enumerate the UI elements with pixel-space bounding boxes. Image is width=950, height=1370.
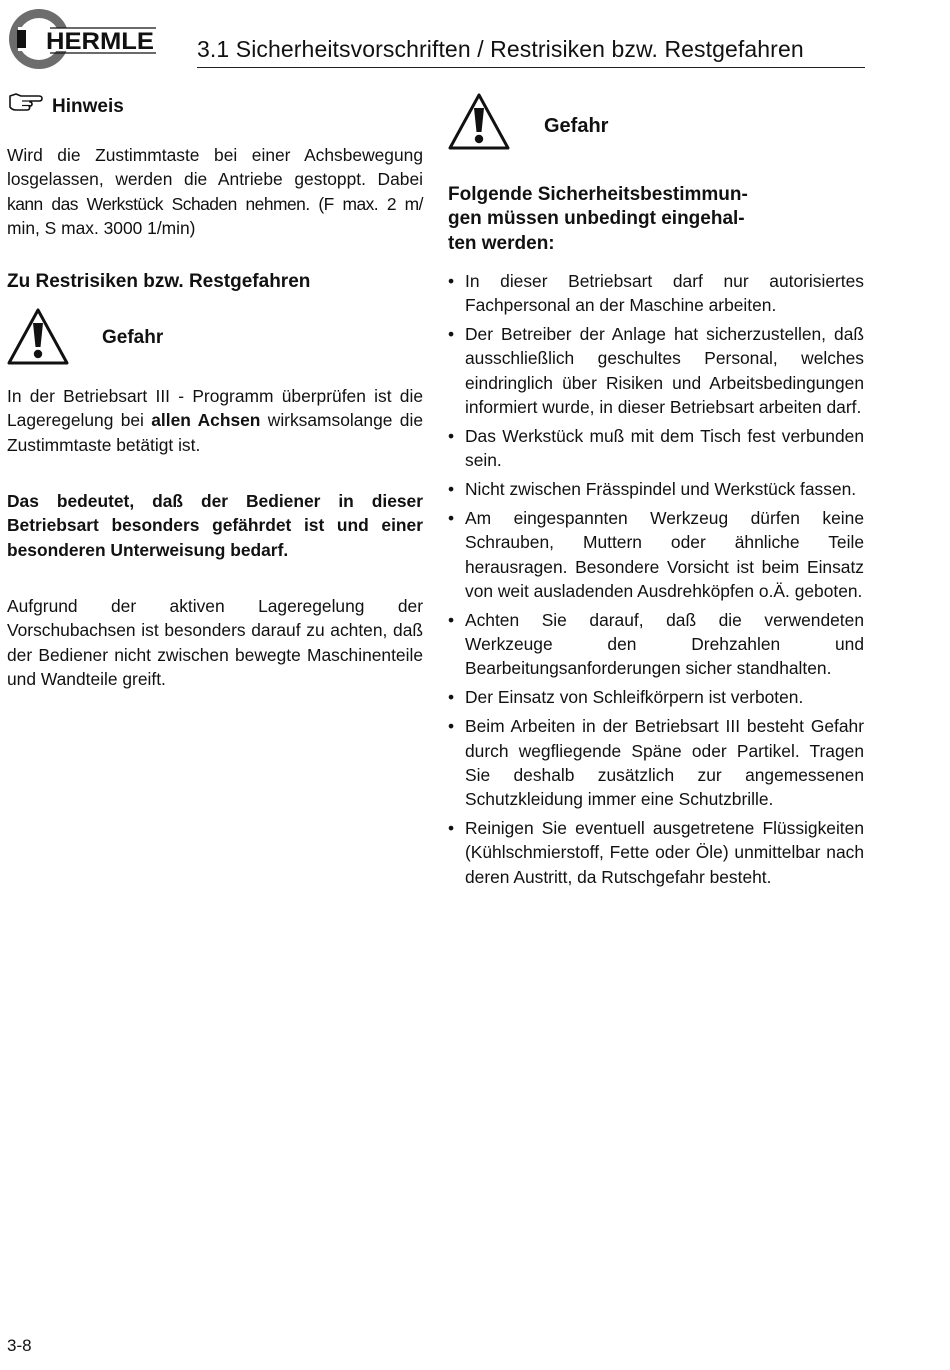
logo-text: HERMLE <box>46 28 154 55</box>
warning-triangle-icon <box>447 92 511 152</box>
list-item-text: Der Einsatz von Schleifkörpern ist verboten. <box>465 687 804 708</box>
list-item <box>448 477 864 501</box>
list-item-text: Das Werkstück muß mit dem Tisch fest verbunden sein. <box>465 425 864 471</box>
bullet: • <box>448 609 455 630</box>
restrisiken-heading: Zu Restrisiken bzw. Restgefahren <box>7 271 311 292</box>
hinweis-label: Hinweis <box>52 96 124 117</box>
list-item <box>448 685 864 709</box>
list-item <box>448 322 864 419</box>
safety-intro-line: gen müssen unbedingt eingehal- <box>448 208 745 230</box>
gefahr-label-left: Gefahr <box>102 327 164 348</box>
p1-text-end: wirksamsolange die Zustimmtaste betätigt ist. <box>7 410 423 455</box>
page-number: 3-8 <box>7 1336 32 1355</box>
safety-intro <box>448 183 748 256</box>
hinweis-text <box>7 143 423 240</box>
hinweis-line: losgelassen, werden die Antriebe gestoppt. Dabei <box>7 169 423 190</box>
list-item <box>448 269 864 318</box>
list-item-text: Beim Arbeiten in der Betriebsart III besteht Gefahr durch wegfliegende Späne oder Partikel. Tragen Sie deshalb zusätzlich zur angemessenen Schutzkleidung immer eine Schutzbrille. <box>465 716 864 810</box>
bullet: • <box>448 817 455 838</box>
section-title: 3.1 Sicherheitsvorschriften / Restrisiken bzw. Restgefahren <box>197 36 804 62</box>
list-item <box>448 816 864 889</box>
bullet: • <box>448 687 455 708</box>
paragraph-lageregelung: Aufgrund der aktiven Lageregelung der Vorschubachsen ist besonders darauf zu achten, daß der Bediener nicht zwischen bewegte Maschinenteile und Wandteile greift. <box>7 596 423 689</box>
bullet: • <box>448 271 455 291</box>
list-item-text: Am eingespannten Werkzeug dürfen keine Schrauben, Muttern oder ähnliche Teile herausragen. Besondere Vorsicht ist beim Einsatz von weit ausladenden Ausdrehköpfen o.Ä. geboten. <box>465 508 864 601</box>
list-item-text: Reinigen Sie eventuell ausgetretene Flüssigkeiten (Kühlschmierstoff, Fette oder Öle) unmittelbar nach deren Austritt, da Rutschgefahr besteht. <box>465 817 864 887</box>
list-item <box>448 506 864 603</box>
warning-triangle-icon <box>6 307 70 367</box>
safety-intro-line: Folgende Sicherheitsbestimmun- <box>448 184 748 205</box>
hinweis-line: Wird die Zustimmtaste bei einer Achsbewegung <box>7 145 423 165</box>
bullet: • <box>448 508 455 529</box>
hinweis-line: min, S max. 3000 1/min) <box>7 217 196 238</box>
list-item <box>448 608 864 681</box>
list-item-text: Achten Sie darauf, daß die verwendeten Werkzeuge den Drehzahlen und Bearbeitungsanforderungen sicher standhalten. <box>465 609 864 679</box>
paragraph-warning-bold: Das bedeutet, daß der Bediener in dieser Betriebsart besonders gefährdet ist und einer besonderen Unterweisung bedarf. <box>7 491 423 560</box>
list-item-text: In dieser Betriebsart darf nur autorisiertes Fachpersonal an der Maschine arbeiten. <box>465 271 864 316</box>
bullet: • <box>448 425 455 446</box>
list-item <box>448 424 864 473</box>
p1-bold: allen Achsen <box>151 410 261 431</box>
list-item-text: Nicht zwischen Frässpindel und Werkstück fassen. <box>465 479 857 500</box>
hinweis-line: kann das Werkstück Schaden nehmen. (F max. 2 m/ <box>7 193 423 214</box>
paragraph-betriebsart <box>7 384 423 457</box>
p1-text: In der Betriebsart III - Programm überprüfen ist die Lageregelung bei <box>7 386 423 431</box>
list-item <box>448 714 864 811</box>
pointing-hand-icon <box>8 90 44 112</box>
list-item-text: Der Betreiber der Anlage hat sicherzustellen, daß ausschließlich geschultes Personal, welches eindringlich über Risiken und Arbeitsbedingungen informiert wurde, in dieser Betriebsart arbeiten darf. <box>465 324 864 418</box>
safety-intro-line: ten werden: <box>448 232 555 254</box>
gefahr-label-right: Gefahr <box>544 115 609 137</box>
header-rule <box>197 67 865 68</box>
bullet: • <box>448 479 455 500</box>
hermle-logo <box>6 6 156 72</box>
bullet: • <box>448 324 455 345</box>
safety-rules-list <box>448 269 864 893</box>
bullet: • <box>448 716 455 737</box>
